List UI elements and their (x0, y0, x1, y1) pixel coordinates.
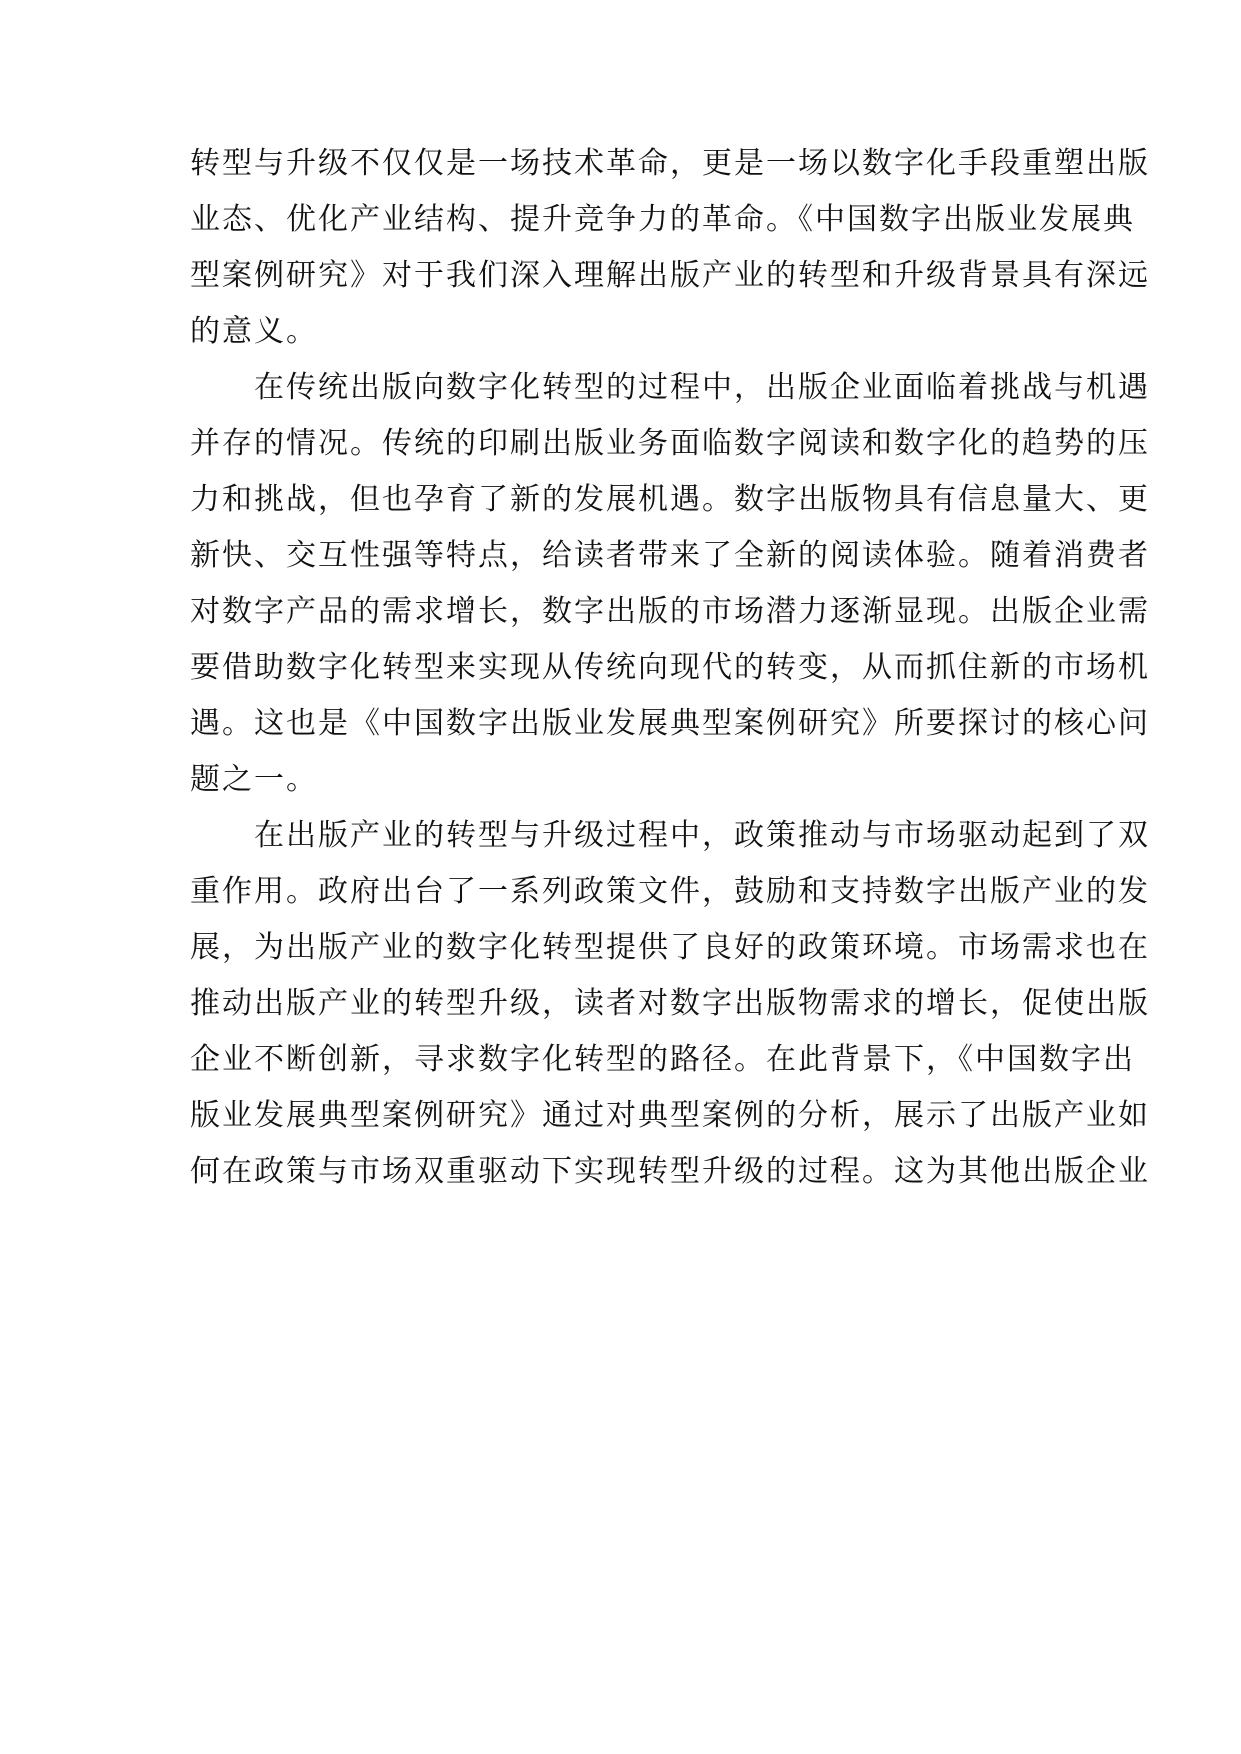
text-line: 业态、优化产业结构、提升竞争力的革命。《中国数字出版业发展典 (190, 202, 1135, 237)
text-line: 何在政策与市场双重驱动下实现转型升级的过程。这为其他出版企业 (190, 1154, 1150, 1189)
text-line: 版业发展典型案例研究》通过对典型案例的分析，展示了出版产业如 (190, 1098, 1150, 1133)
paragraph-3 (190, 808, 1150, 1200)
text-line: 在传统出版向数字化转型的过程中，出版企业面临着挑战与机遇 (190, 370, 1150, 405)
text-line: 企业不断创新，寻求数字化转型的路径。在此背景下，《中国数字出 (190, 1042, 1135, 1077)
text-line: 新快、交互性强等特点，给读者带来了全新的阅读体验。随着消费者 (190, 538, 1150, 573)
text-line: 展，为出版产业的数字化转型提供了良好的政策环境。市场需求也在 (190, 930, 1150, 965)
text-line: 题之一。 (190, 762, 318, 797)
text-line: 转型与升级不仅仅是一场技术革命，更是一场以数字化手段重塑出版 (190, 146, 1150, 181)
text-line: 型案例研究》对于我们深入理解出版产业的转型和升级背景具有深远 (190, 258, 1150, 293)
text-line: 力和挑战，但也孕育了新的发展机遇。数字出版物具有信息量大、更 (190, 482, 1150, 517)
text-line: 对数字产品的需求增长，数字出版的市场潜力逐渐显现。出版企业需 (190, 594, 1150, 629)
text-line: 并存的情况。传统的印刷出版业务面临数字阅读和数字化的趋势的压 (190, 426, 1150, 461)
text-line: 推动出版产业的转型升级，读者对数字出版物需求的增长，促使出版 (190, 986, 1150, 1021)
text-line: 要借助数字化转型来实现从传统向现代的转变，从而抓住新的市场机 (190, 650, 1150, 685)
text-line: 重作用。政府出台了一系列政策文件，鼓励和支持数字出版产业的发 (190, 874, 1150, 909)
body-text (190, 136, 1150, 1200)
paragraph-1 (190, 136, 1150, 360)
text-line: 遇。这也是《中国数字出版业发展典型案例研究》所要探讨的核心问 (190, 706, 1150, 741)
text-line: 在出版产业的转型与升级过程中，政策推动与市场驱动起到了双 (190, 818, 1150, 853)
paragraph-2 (190, 360, 1150, 808)
text-line: 的意义。 (190, 314, 318, 349)
